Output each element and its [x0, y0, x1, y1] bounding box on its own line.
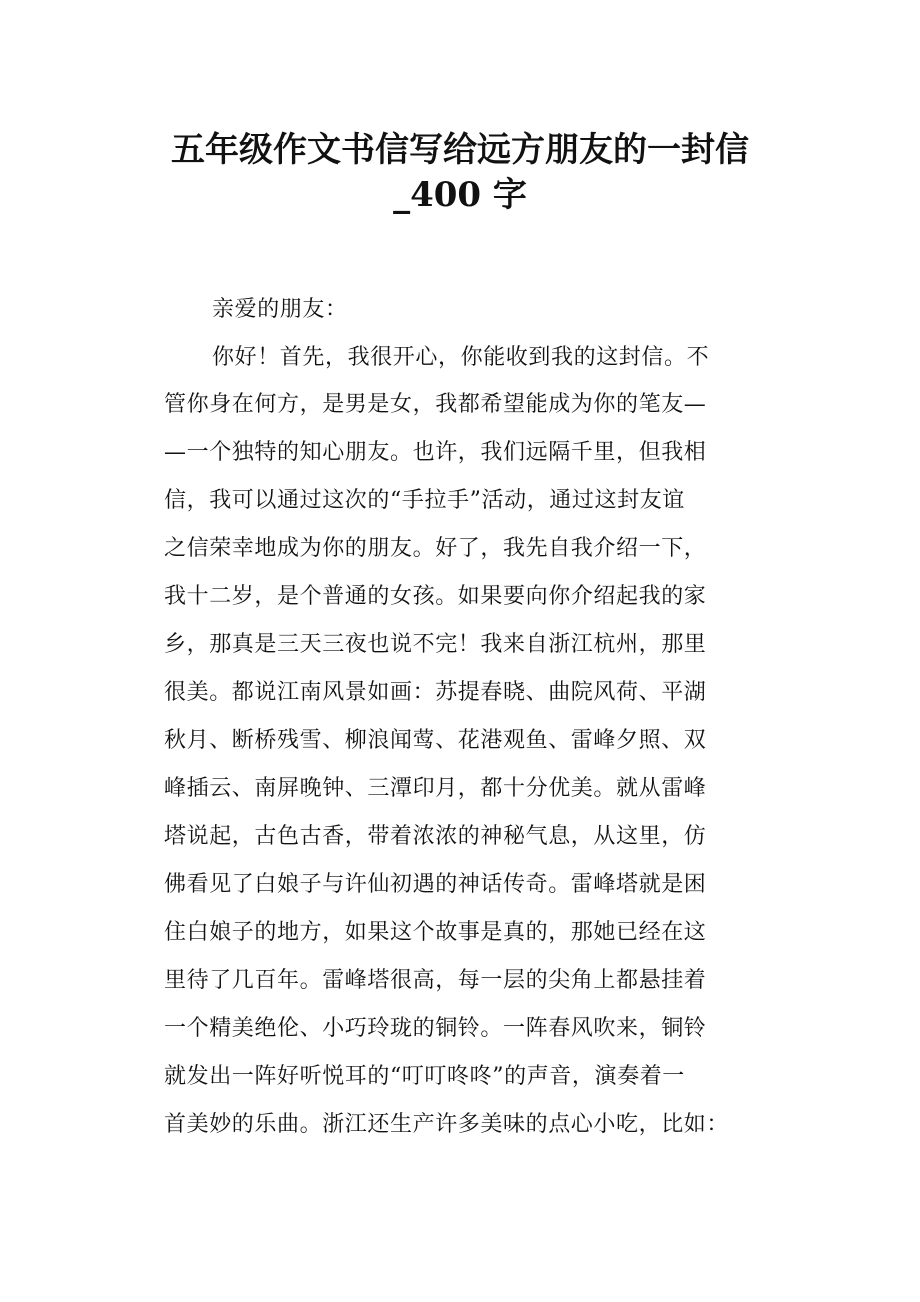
salutation: 亲爱的朋友：	[212, 297, 348, 322]
body-line: 管你身在何方，是男是女，我都希望能成为你的笔友—	[164, 392, 707, 417]
body-line: 峰插云、南屏晚钟、三潭印月，都十分优美。就从雷峰	[164, 776, 707, 801]
body-line: 塔说起，古色古香，带着浓浓的神秘气息，从这里，仿	[164, 824, 707, 849]
body-line: 信，我可以通过这次的“手拉手”活动，通过这封友谊	[164, 488, 685, 513]
body-line: 首美妙的乐曲。浙江还生产许多美味的点心小吃，比如：	[164, 1112, 730, 1137]
body-line: 很美。都说江南风景如画：苏提春晓、曲院风荷、平湖	[164, 680, 707, 705]
body-line: 乡，那真是三天三夜也说不完！我来自浙江杭州，那里	[164, 632, 707, 657]
body-line: 一个精美绝伦、小巧玲珑的铜铃。一阵春风吹来，铜铃	[164, 1016, 707, 1041]
body-line: —一个独特的知心朋友。也许，我们远隔千里，但我相	[164, 440, 707, 465]
body-line: 我十二岁，是个普通的女孩。如果要向你介绍起我的家	[164, 584, 707, 609]
body-line: 里待了几百年。雷峰塔很高，每一层的尖角上都悬挂着	[164, 968, 707, 993]
document-title-line-1: 五年级作文书信写给远方朋友的一封信	[171, 130, 749, 170]
body-line: 佛看见了白娘子与许仙初遇的神话传奇。雷峰塔就是困	[164, 872, 707, 897]
body-line: 之信荣幸地成为你的朋友。好了，我先自我介绍一下，	[164, 536, 707, 561]
body-line: 你好！首先，我很开心，你能收到我的这封信。不	[212, 345, 710, 370]
body-line: 住白娘子的地方，如果这个故事是真的，那她已经在这	[164, 920, 707, 945]
document-title-line-2: _400 字	[393, 175, 527, 215]
body-line: 就发出一阵好听悦耳的“叮叮咚咚”的声音，演奏着一	[164, 1064, 685, 1089]
body-line: 秋月、断桥残雪、柳浪闻莺、花港观鱼、雷峰夕照、双	[164, 728, 707, 753]
